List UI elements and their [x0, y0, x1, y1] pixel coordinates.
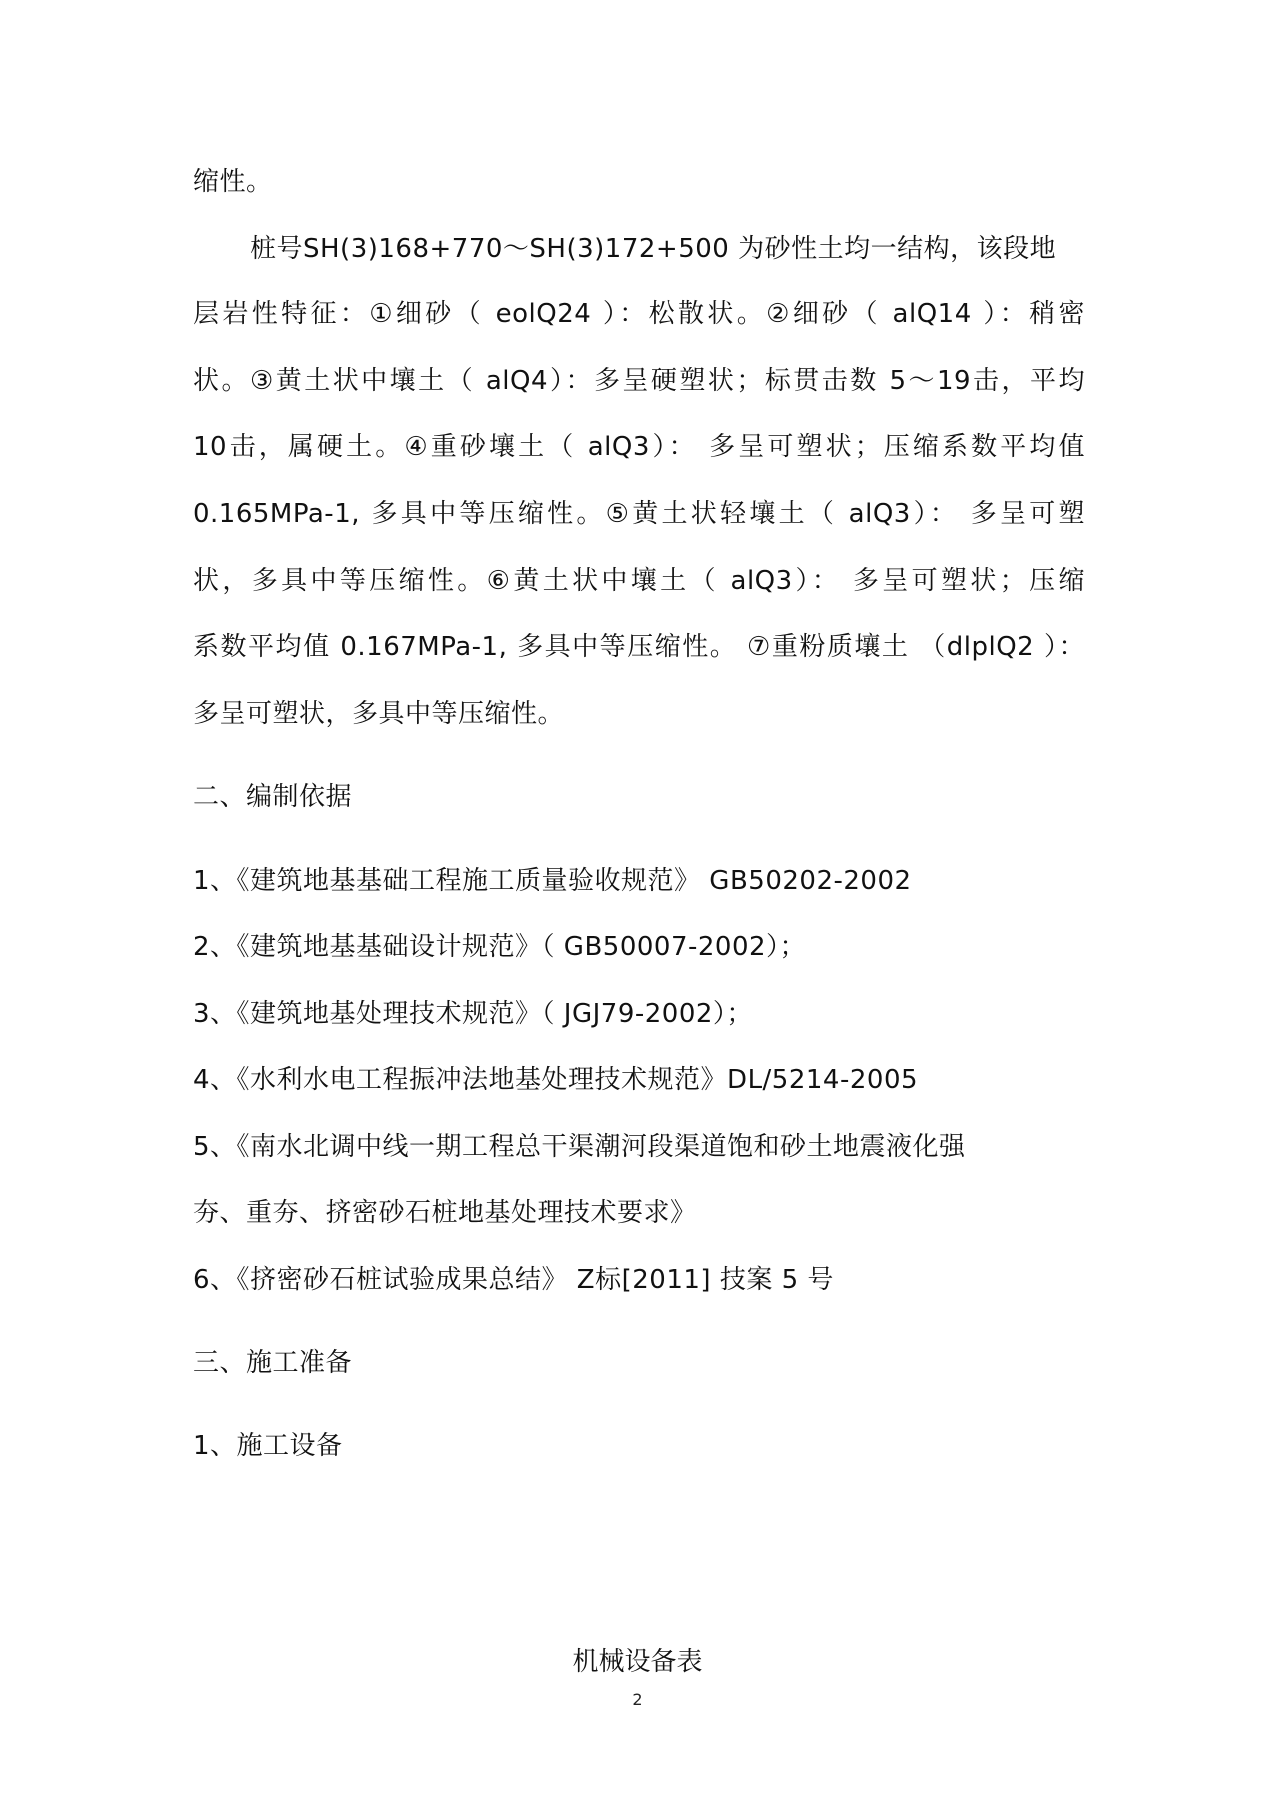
paragraph-line-1: 缩性。: [193, 167, 273, 197]
basis-item-3: 3、《建筑地基处理技术规范》（ JGJ79-2002）；: [193, 999, 753, 1029]
table-caption: 机械设备表: [572, 1647, 703, 1677]
section-heading-basis: 二、编制依据: [193, 782, 353, 812]
paragraph-line-7: 状，多具中等压缩性。⑥黄土状中壤土（ alQ3）： 多呈可塑状；压缩: [193, 566, 1085, 596]
paragraph-line-8: 系数平均值 0.167MPa-1, 多具中等压缩性。 ⑦重粉质壤土 （dlplQ2 ）：: [193, 632, 1085, 662]
paragraph-line-5: 10击，属硬土。④重砂壤土（ alQ3）： 多呈可塑状；压缩系数平均值: [193, 432, 1085, 462]
basis-item-1: 1、《建筑地基基础工程施工质量验收规范》 GB50202-2002: [193, 866, 912, 896]
subheading-equipment: 1、施工设备: [193, 1431, 343, 1461]
basis-item-4: 4、《水利水电工程振冲法地基处理技术规范》DL/5214-2005: [193, 1065, 919, 1095]
paragraph-line-3: 层岩性特征：①细砂（ eolQ24 ）：松散状。②细砂（ alQ14 ）：稍密: [193, 299, 1085, 329]
paragraph-line-9: 多呈可塑状，多具中等压缩性。: [193, 699, 565, 729]
paragraph-line-6: 0.165MPa-1, 多具中等压缩性。⑤黄土状轻壤土（ alQ3）： 多呈可塑: [193, 499, 1085, 529]
page-number: 2: [632, 1690, 643, 1709]
basis-item-6: 6、《挤密砂石桩试验成果总结》 Z标[2011] 技案 5 号: [193, 1265, 834, 1295]
basis-item-5: 5、《南水北调中线一期工程总干渠潮河段渠道饱和砂土地震液化强: [193, 1132, 966, 1162]
section-heading-preparation: 三、施工准备: [193, 1348, 353, 1378]
basis-item-2: 2、《建筑地基基础设计规范》（ GB50007-2002）；: [193, 932, 807, 962]
basis-item-5-continued: 夯、重夯、挤密砂石桩地基处理技术要求》: [193, 1198, 697, 1228]
paragraph-line-4: 状。③黄土状中壤土（ alQ4）：多呈硬塑状；标贯击数 5～19击，平均: [193, 366, 1085, 396]
paragraph-line-2: 桩号SH(3)168+770～SH(3)172+500 为砂性土均一结构，该段地: [250, 234, 1057, 264]
